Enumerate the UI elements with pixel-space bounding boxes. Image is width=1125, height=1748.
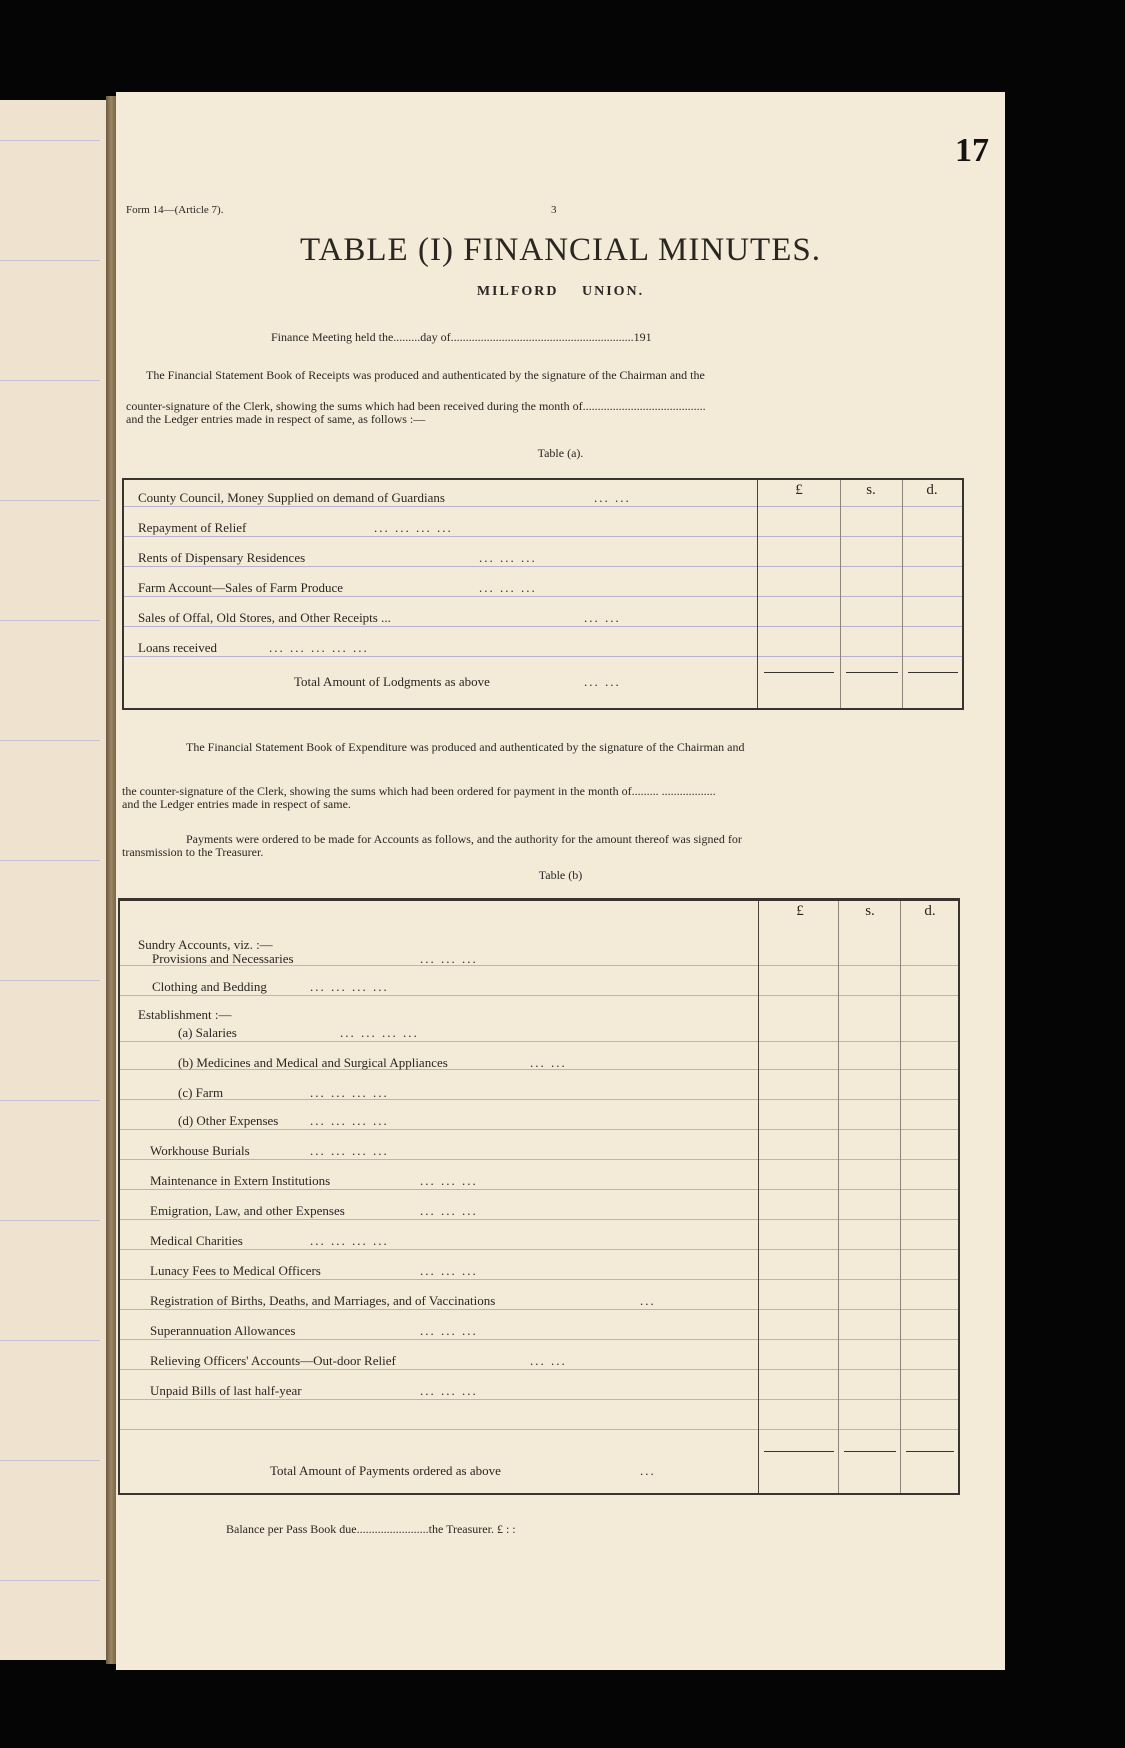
table-b-row-label: Clothing and Bedding	[152, 979, 267, 994]
table-b-row-dots: ... ... ...	[420, 1383, 478, 1398]
expenditure-paragraph-line-1: The Financial Statement Book of Expenditure was produced and authenticated by the signature of the Chairman and	[186, 740, 745, 754]
table-b-row-label: (a) Salaries	[178, 1025, 237, 1040]
table-b-row-label: Registration of Births, Deaths, and Marriages, and of Vaccinations	[150, 1293, 496, 1308]
table-a-row-dots: ... ... ... ...	[374, 520, 453, 535]
previous-page-edge	[0, 100, 112, 1660]
table-b-row-label: Medical Charities	[150, 1233, 243, 1248]
expenditure-paragraph-line-5: transmission to the Treasurer.	[122, 845, 264, 859]
small-mark: 3	[551, 204, 557, 216]
table-b-row-dots: ... ... ...	[420, 1173, 478, 1188]
table-a	[122, 478, 964, 710]
table-a-row-dots: ... ... ...	[479, 550, 537, 565]
table-a-row-dots: ... ... ... ... ...	[269, 640, 369, 655]
table-b-row-dots: ... ... ... ...	[310, 1113, 389, 1128]
table-a-row-label: Farm Account—Sales of Farm Produce	[138, 580, 344, 595]
table-b-label: Table (b)	[538, 868, 583, 882]
table-b-row-dots: ... ...	[530, 1055, 567, 1070]
table-b-row-dots: ... ... ...	[420, 1203, 478, 1218]
table-b-row-dots: ... ... ...	[420, 1263, 478, 1278]
table-b-row-label: Emigration, Law, and other Expenses	[150, 1203, 345, 1218]
table-b-row-dots: ... ... ...	[420, 951, 478, 966]
table-b-row-dots: ... ... ... ...	[310, 979, 389, 994]
table-b-row-dots: ... ... ... ...	[310, 1233, 389, 1248]
table-b-row-label: Relieving Officers' Accounts—Out-door Relief	[150, 1353, 396, 1368]
table-b-row-label: (b) Medicines and Medical and Surgical Appliances	[178, 1055, 448, 1070]
shilling-header: s.	[865, 903, 875, 919]
table-b-row-label: Provisions and Necessaries	[152, 951, 294, 966]
shilling-header: s.	[866, 482, 876, 498]
table-b-row-dots: ... ... ... ...	[310, 1143, 389, 1158]
table-b-row-label: Establishment :—	[138, 1007, 232, 1022]
balance-line: Balance per Pass Book due........................the Treasurer. £ : :	[226, 1522, 516, 1536]
table-a-row-label: Repayment of Relief	[138, 520, 247, 535]
table-a-total-label: Total Amount of Lodgments as above	[294, 674, 490, 689]
page-title: TABLE (I) FINANCIAL MINUTES.	[300, 232, 821, 268]
table-b-row-label: Maintenance in Extern Institutions	[150, 1173, 331, 1188]
meeting-line: Finance Meeting held the.........day of.............................................................191	[271, 330, 652, 344]
pence-header: d.	[924, 903, 936, 919]
table-b-row-label: Sundry Accounts, viz. :—	[138, 937, 273, 952]
table-a-row-dots: ... ...	[584, 674, 621, 689]
table-b-row-label: Lunacy Fees to Medical Officers	[150, 1263, 321, 1278]
table-b-row-dots: ... ...	[530, 1353, 567, 1368]
table-b-row-dots: ... ... ... ...	[340, 1025, 419, 1040]
receipts-paragraph-line-2: counter-signature of the Clerk, showing the sums which had been received during the month of.........................................	[126, 399, 706, 413]
receipts-paragraph-line-3: and the Ledger entries made in respect of same, as follows :—	[126, 412, 426, 426]
form-reference: Form 14—(Article 7).	[126, 204, 224, 216]
pound-header: £	[796, 903, 804, 919]
binding-gutter	[106, 96, 116, 1664]
table-b-row-label: (d) Other Expenses	[178, 1113, 279, 1128]
expenditure-paragraph-line-4: Payments were ordered to be made for Accounts as follows, and the authority for the amount thereof was signed for	[186, 832, 742, 846]
table-b-row-label: Unpaid Bills of last half-year	[150, 1383, 302, 1398]
table-b-row-dots: ... ... ... ...	[310, 1085, 389, 1100]
pence-header: d.	[926, 482, 938, 498]
table-b-row-label: (c) Farm	[178, 1085, 224, 1100]
table-a-row-label: Rents of Dispensary Residences	[138, 550, 306, 565]
table-b-row-dots: ...	[640, 1463, 656, 1478]
expenditure-paragraph-line-3: and the Ledger entries made in respect of same.	[122, 797, 351, 811]
table-a-row-dots: ... ... ...	[479, 580, 537, 595]
table-b-row-dots: ... ... ...	[420, 1323, 478, 1338]
table-a-row-label: Loans received	[138, 640, 218, 655]
table-b	[118, 898, 960, 1495]
table-b-row-label: Workhouse Burials	[150, 1143, 250, 1158]
union-name: MILFORD UNION.	[476, 284, 645, 299]
page-number: 17	[955, 132, 989, 169]
table-a-row-dots: ... ...	[594, 490, 631, 505]
table-b-total-label: Total Amount of Payments ordered as above	[270, 1463, 501, 1478]
table-b-row-dots: ...	[640, 1293, 656, 1308]
expenditure-paragraph-line-2: the counter-signature of the Clerk, showing the sums which had been ordered for payment in the month of......... ..................	[122, 784, 716, 798]
ledger-page	[116, 92, 1005, 1670]
table-a-row-label: County Council, Money Supplied on demand of Guardians	[138, 490, 445, 505]
table-a-label: Table (a).	[537, 446, 584, 460]
table-b-row-label: Superannuation Allowances	[150, 1323, 296, 1338]
table-a-row-label: Sales of Offal, Old Stores, and Other Receipts ...	[138, 610, 391, 625]
pound-header: £	[795, 482, 803, 498]
table-a-row-dots: ... ...	[584, 610, 621, 625]
receipts-paragraph-line-1: The Financial Statement Book of Receipts was produced and authenticated by the signature of the Chairman and the	[146, 368, 705, 382]
